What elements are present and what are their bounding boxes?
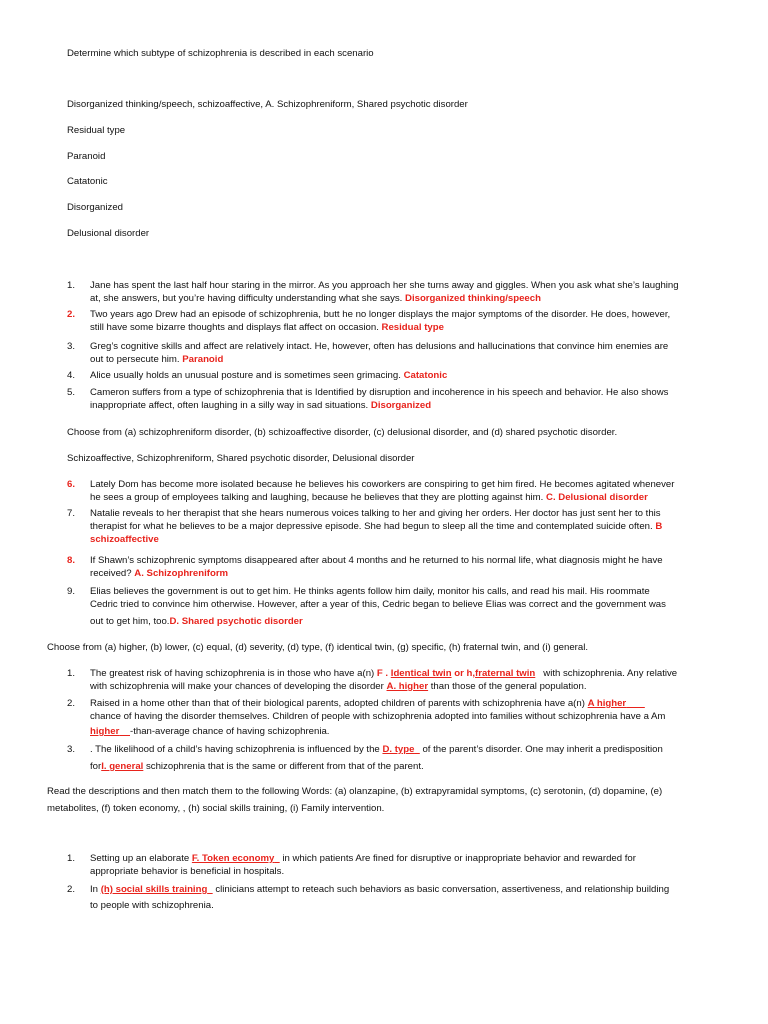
read-4a: Read the descriptions and then match them to the following Words: (a) olanzapine, (b) extrapyramidal symptoms, (c) serotonin, (d) dopamine, (e) [47,786,663,797]
option-disorganized: Disorganized [67,202,123,213]
answer: C. Delusional disorder [546,492,648,503]
option-paranoid: Paranoid [67,151,106,162]
option-line-1: Disorganized thinking/speech, schizoaffective, A. Schizophreniform, Shared psychotic disorder [67,99,468,110]
options-2: Schizoaffective, Schizophreniform, Shared psychotic disorder, Delusional disorder [67,453,415,464]
answer: D. Shared psychotic disorder [169,616,303,627]
answer: Paranoid [182,354,224,365]
answer: B [655,521,663,532]
answer: Disorganized [370,400,432,411]
option-catatonic: Catatonic [67,176,108,187]
answer: Residual type [381,322,444,333]
document-page: Determine which subtype of schizophrenia is described in each scenario Disorganized thinking/speech, schizoaffective, A. Schizophreniform, Shared psychotic disorder Residual type Paranoid Catatonic Disorganized Delusional disorder 1. Jane has spent the last half hour staring in the mirror. As you approach her she turns away and giggles. When you ask what she’s laughing at, she answers, but you’re having difficulty understanding what she says. Disorganized thinking/speech 2. Two years ago Drew had an episode of schizophrenia, butt he no longer displays the major symptoms of the disorder. He does, however, still have some bizarre thoughts and displays flat affect on occasion. Residual type 3. Greg’s cognitive skills and affect are relatively intact. He, however, often has delusions and hallucinations that convince him enemies are out to persecute him. Paranoid 4. Alice usually holds an unusual posture and is sometimes seen grimacing. Catatonic 5. Cameron suffers from a type of schizophrenia that is Identified by disruption and incoherence in his speech and behavior. He also shows inappropriate affect, often laughing in a silly way in sad situations. Disorganized Choose from (a) schizophreniform disorder, (b) schizoaffective disorder, (c) delusional disorder, and (d) shared psychotic disorder. Schizoaffective, Schizophreniform, Shared psychotic disorder, Delusional disorder 6. Lately Dom has become more isolated because he believes his coworkers are conspiring to get him fired. He becomes agitated whenever he sees a group of employees talking and laughing, because he believes that they are plotting against him. C. Delusional disorder 7. Natalie reveals to her therapist that she hears numerous voices talking to her and giving her orders. Her doctor has just sent her to this therapist for what he believes to be a major depressive episode. She had begun to sleep all the time and contemplated suicide often. B schizoaffective 8. If Shawn’s schizophrenic symptoms disappeared after about 4 months and he returned to his normal life, what diagnosis might he have received? A. Schizophreniform 9. Elias believes the government is out to get him. He thinks agents follow him daily, monitor his calls, and read his mail. His roommate Cedric tried to convince him otherwise. However, after a year of this, Cedric began to believe Elias was correct and the government was out to get him, too.D. Shared psychotic disorder Choose from (a) higher, (b) lower, (c) equal, (d) severity, (d) type, (f) identical twin, (g) specific, (h) fraternal twin, and (i) general. 1. The greatest risk of having schizophrenia is in those who have a(n) F . Identical twin or h,fraternal twin with schizophrenia. Any relative with schizophrenia will make your chances of developing the disorder A. higher than those of the general population. 2. Raised in a home other than that of their biological parents, adopted children of parents with schizophrenia have a(n) A higher chance of having the disorder themselves. Children of people with schizophrenia adopted into families without schizophrenia have a Am higher -than-average chance of having schizophrenia. 3. . The likelihood of a child’s having schizophrenia is influenced by the D. type of the parent’s disorder. One may inherit a predisposition forI. general schizophrenia that is the same or different from that of the parent. Read the descriptions and then match them to the following Words: (a) olanzapine, (b) extrapyramidal symptoms, (c) serotonin, (d) dopamine, (e) metabolites, (f) token economy, , (h) social skills training, (i) Family intervention. 1. Setting up an elaborate F. Token economy in which patients Are fined for disruptive or inappropriate behavior and rewarded for appropriate behavior is beneficial in hospitals. 2. In (h) social skills training clinicians attempt to reteach such behaviors as basic conversation, assertiveness, and relationship building to people with schizophrenia. [47,48,679,911]
answer: Disorganized thinking/speech [405,293,541,304]
answer: Catatonic [403,370,448,381]
option-residual: Residual type [67,125,126,136]
option-delusional: Delusional disorder [67,228,150,239]
answer: schizoaffective [90,534,159,545]
choose-3: Choose from (a) higher, (b) lower, (c) equal, (d) severity, (d) type, (f) identical twin, (g) specific, (h) fraternal twin, and (i) general. [47,642,588,653]
answer: A. Schizophreniform [134,568,229,579]
choose-2: Choose from (a) schizophreniform disorder, (b) schizoaffective disorder, (c) delusional disorder, and (d) shared psychotic disorder. [67,427,618,438]
read-4b: metabolites, (f) token economy, , (h) social skills training, (i) Family intervention. [47,803,385,814]
intro-text: Determine which subtype of schizophrenia is described in each scenario [67,48,374,59]
